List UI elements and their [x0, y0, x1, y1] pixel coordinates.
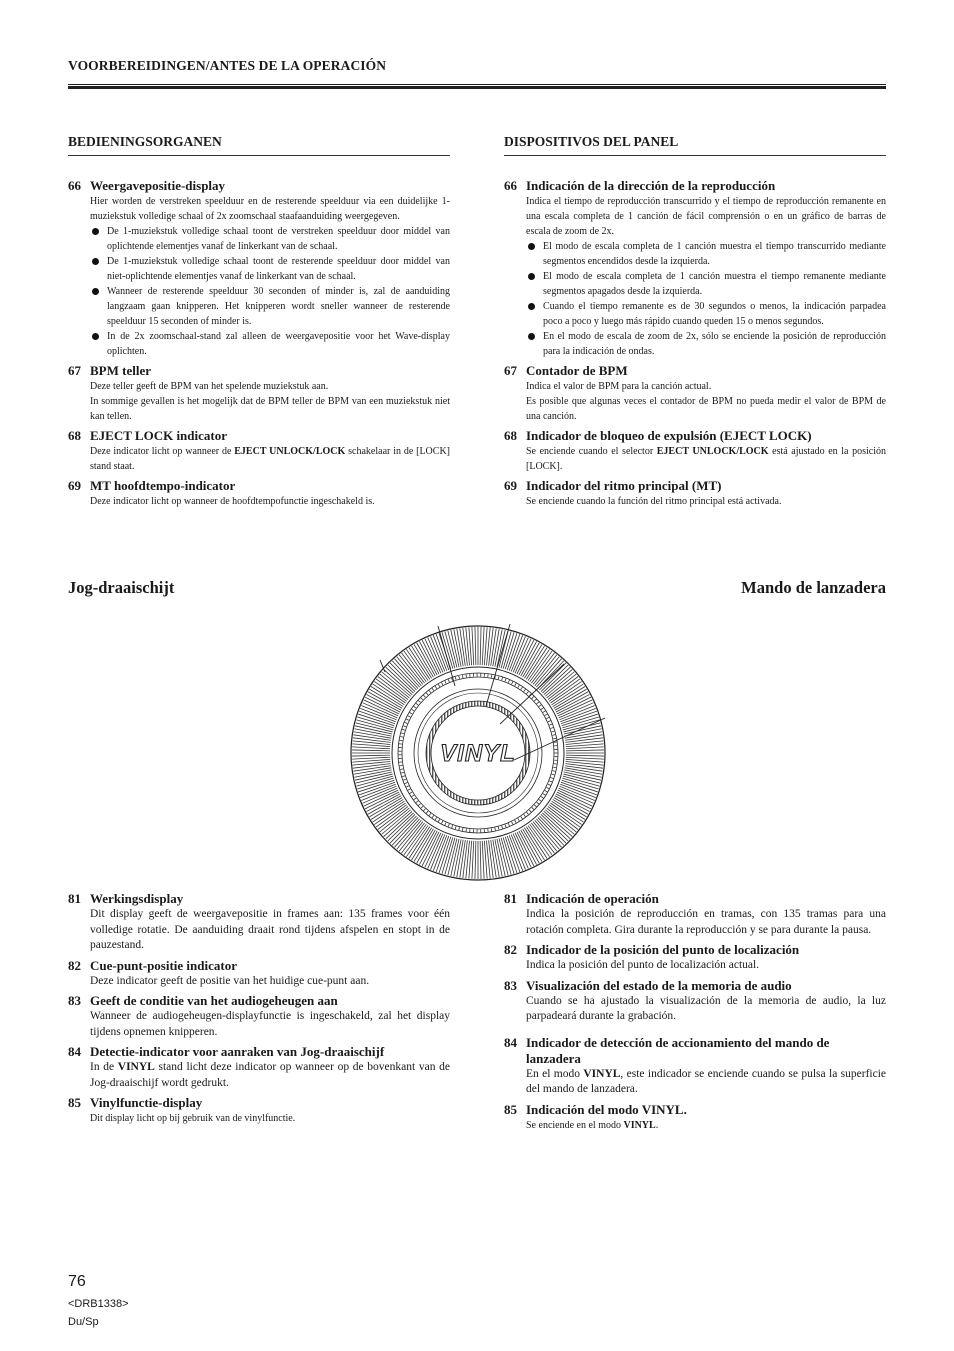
bullet-item: De 1-muziekstuk volledige schaal toont de resterende speelduur door middel van niet-oplichtende elementjes vanaf de linkerkant van de schaal. [90, 254, 450, 284]
list-item [504, 978, 886, 1025]
bullet-item: Cuando el tiempo remanente es de 30 segundos o menos, la indicación parpadea poco a poco y luego más rápido cuando queden 15 o menos segundos. [526, 299, 886, 329]
item-number: 82 [68, 957, 81, 973]
item-number: 67 [504, 363, 517, 378]
item-label: Indicación de operación [526, 891, 659, 906]
list-item [68, 478, 450, 509]
item-number: 85 [68, 1095, 81, 1110]
item-label: Detectie-indicator voor aanraken van Jog-draaischijf [90, 1044, 385, 1059]
bullet-icon [528, 273, 535, 280]
list-item [68, 428, 450, 474]
item-text: Cuando se ha ajustado la visualización de la memoria de audio, la luz parpadeará durante la grabación. [526, 994, 886, 1022]
list-item [504, 178, 886, 359]
item-number: 83 [68, 993, 81, 1008]
item-number: 69 [68, 478, 81, 493]
bullet-item: El modo de escala completa de 1 canción muestra el tiempo transcurrido mediante segmentos encendidos desde la izquierda. [526, 239, 886, 269]
item-text: Hier worden de verstreken speelduur en de resterende speelduur via een duidelijke 1-muziekstuk volledige schaal of 2x zoomschaal staafaanduiding weergegeven. [90, 196, 450, 222]
item-label: Cue-punt-positie indicator [90, 957, 237, 973]
item-text: Wanneer de audiogeheugen-displayfunctie is ingeschakeld, zal het display tijdens opnemen knipperen. [90, 1010, 450, 1038]
list-item [68, 1095, 450, 1126]
item-text: Se enciende en el modo VINYL. [526, 1119, 659, 1131]
item-label: Indicación del modo VINYL. [526, 1101, 687, 1117]
item-text: Deze indicator licht op wanneer de EJECT UNLOCK/LOCK schakelaar in de [LOCK] stand staat. [90, 446, 450, 472]
item-text: In de VINYL stand licht deze indicator op wanneer op de bovenkant van de Jog-draaischijf wordt gedrukt. [90, 1061, 450, 1089]
bullet-icon [92, 228, 99, 235]
list-item [68, 178, 450, 359]
item-number: 83 [504, 977, 517, 993]
item-label: Vinylfunctie-display [90, 1095, 203, 1110]
item-number: 66 [504, 178, 517, 193]
right-bottom-column [504, 891, 886, 1137]
item-text: In sommige gevallen is het mogelijk dat de BPM teller de BPM van een muziekstuk niet kan tellen. [90, 396, 450, 422]
item-text: Deze indicator licht op wanneer de hoofdtempofunctie ingeschakeld is. [90, 496, 375, 507]
item-text: Indica el tiempo de reproducción transcurrido y el tiempo de reproducción remanente en una escala completa de 1 canción de fácil comprensión o en un gráfico de barras de escala de zoom de 2x. [526, 196, 886, 237]
list-item [68, 891, 450, 954]
item-label: Indicador de la posición del punto de localización [526, 942, 800, 957]
item-number: 81 [504, 891, 517, 906]
language-code: Du/Sp [68, 1316, 99, 1328]
item-number: 69 [504, 478, 517, 493]
document-code: <DRB1338> [68, 1298, 129, 1310]
bullet-icon [528, 243, 535, 250]
item-text: Deze indicator geeft de positie van het huidige cue-punt aan. [90, 974, 370, 987]
item-label: MT hoofdtempo-indicator [90, 478, 236, 493]
item-label: Indicador de detección de accionamiento del mando de lanzadera [526, 1034, 830, 1066]
item-number: 82 [504, 942, 517, 957]
item-text: Se enciende cuando la función del ritmo principal está activada. [526, 496, 782, 507]
item-number: 85 [504, 1101, 517, 1117]
list-item [68, 958, 450, 990]
jog-wheel-illustration [348, 620, 608, 882]
item-text: Se enciende cuando el selector EJECT UNLOCK/LOCK está ajustado en la posición [LOCK]. [526, 446, 886, 472]
list-item [68, 363, 450, 424]
bullet-icon [528, 333, 535, 340]
left-bottom-column [68, 891, 450, 1130]
bullet-item: En el modo de escala de zoom de 2x, sólo se enciende la posición de reproducción para la indicación de ondas. [526, 329, 886, 359]
section-heading-left: Jog-draaischijt [68, 578, 175, 597]
item-number: 67 [68, 363, 81, 378]
section-title: DISPOSITIVOS DEL PANEL [504, 134, 886, 156]
item-text: Indica el valor de BPM para la canción actual. [526, 381, 712, 392]
item-label: Contador de BPM [526, 363, 628, 378]
item-number: 84 [68, 1044, 81, 1059]
item-number: 81 [68, 891, 81, 906]
item-label: Indicador de bloqueo de expulsión (EJECT LOCK) [526, 428, 812, 443]
bullet-item: Wanneer de resterende speelduur 30 seconden of minder is, zal de aanduiding langzaam gaan knipperen. Het knipperen wordt sneller wanneer de resterende speelduur 15 seconden of minder is. [90, 284, 450, 329]
list-item [504, 1102, 886, 1133]
item-label: Indicador del ritmo principal (MT) [526, 478, 722, 493]
item-label: Werkingsdisplay [90, 891, 184, 906]
list-item [504, 1035, 886, 1098]
item-label: EJECT LOCK indicator [90, 428, 228, 443]
vinyl-logo: VINYL [440, 740, 516, 767]
item-number: 84 [504, 1034, 517, 1050]
item-number: 68 [504, 428, 517, 443]
bullet-item: El modo de escala completa de 1 canción muestra el tiempo remanente mediante segmentos apagados desde la izquierda. [526, 269, 886, 299]
item-label: Geeft de conditie van het audiogeheugen aan [90, 993, 338, 1008]
item-label: BPM teller [90, 363, 151, 378]
item-label: Visualización del estado de la memoria de audio [526, 977, 792, 993]
header-rule [68, 84, 886, 90]
item-text: Indica la posición de reproducción en tramas, con 135 tramas para una rotación completa. Gira durante la reproducción y se para durante la pausa. [526, 908, 886, 936]
list-item [504, 478, 886, 509]
item-label: Weergavepositie-display [90, 178, 226, 193]
right-top-column [504, 134, 886, 513]
list-item [504, 942, 886, 974]
list-item [504, 891, 886, 938]
item-label: Indicación de la dirección de la reproducción [526, 178, 776, 193]
item-text: Indica la posición del punto de localización actual. [526, 959, 760, 971]
item-number: 66 [68, 178, 81, 193]
bullet-icon [92, 258, 99, 265]
item-text: Dit display geeft de weergavepositie in frames aan: 135 frames voor één volledige rotatie. De aanduiding draait rond tijdens afspelen en stopt in de pauzestand. [90, 908, 450, 951]
item-text: Es posible que algunas veces el contador de BPM no pueda medir el valor de BPM de una canción. [526, 396, 886, 422]
list-item [504, 428, 886, 474]
item-text: Dit display licht op bij gebruik van de vinylfunctie. [90, 1113, 296, 1124]
bullet-item: De 1-muziekstuk volledige schaal toont de verstreken speelduur door middel van oplichtende elementjes vanaf de linkerkant van de schaal. [90, 224, 450, 254]
left-top-column [68, 134, 450, 513]
item-text: Deze teller geeft de BPM van het spelende muziekstuk aan. [90, 381, 329, 392]
list-item [68, 993, 450, 1040]
item-text: En el modo VINYL, este indicador se enciende cuando se pulsa la superficie del mando de lanzadera. [526, 1067, 886, 1095]
section-title: BEDIENINGSORGANEN [68, 134, 450, 156]
bullet-item: In de 2x zoomschaal-stand zal alleen de weergavepositie voor het Wave-display oplichten. [90, 329, 450, 359]
header-title: VOORBEREIDINGEN/ANTES DE LA OPERACIÓN [68, 58, 387, 73]
bullet-icon [528, 303, 535, 310]
list-item [504, 363, 886, 424]
bullet-icon [92, 288, 99, 295]
section-heading-right: Mando de lanzadera [741, 578, 886, 597]
page-number: 76 [68, 1273, 86, 1290]
list-item [68, 1044, 450, 1091]
bullet-icon [92, 333, 99, 340]
item-number: 68 [68, 428, 81, 443]
